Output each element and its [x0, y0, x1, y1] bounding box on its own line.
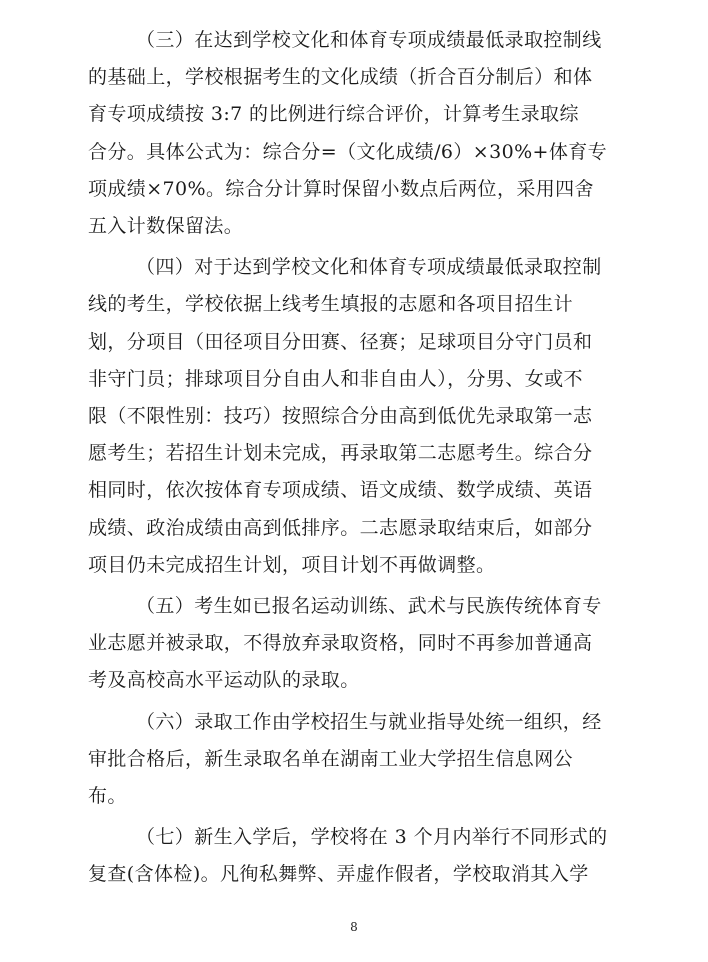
text-line: （七）新生入学后，学校将在 3 个月内举行不同形式的 [136, 826, 608, 849]
text-line: 项成绩×70%。综合分计算时保留小数点后两位，采用四舍 [88, 177, 594, 200]
text-line: 合分。具体公式为：综合分=（文化成绩/6）×30%+体育专 [88, 140, 608, 163]
document-page [88, 22, 620, 898]
paragraph-4 [88, 249, 620, 584]
page-number: 8 [350, 920, 358, 934]
paragraph-7 [88, 819, 620, 893]
text-line: （六）录取工作由学校招生与就业指导处统一组织，经 [136, 710, 602, 733]
text-line: （三）在达到学校文化和体育专项成绩最低录取控制线 [136, 29, 602, 51]
text-line: 非守门员；排球项目分自由人和非自由人），分男、女或不 [88, 367, 583, 390]
text-line: 的基础上，学校根据考生的文化成绩（折合百分制后）和体 [88, 66, 593, 89]
text-line: 五入计数保留法。 [88, 215, 244, 238]
text-line: 育专项成绩按 3:7 的比例进行综合评价，计算考生录取综 [88, 103, 579, 126]
text-line: 限（不限性别：技巧）按照综合分由高到低优先录取第一志 [88, 405, 593, 428]
text-line: 成绩、政治成绩由高到低排序。二志愿录取结束后，如部分 [88, 516, 593, 539]
text-line: 划，分项目（田径项目分田赛、径赛；足球项目分守门员和 [88, 330, 593, 353]
paragraph-6 [88, 704, 620, 816]
text-line: 审批合格后，新生录取名单在湖南工业大学招生信息网公 [88, 747, 574, 770]
text-line: 考及高校高水平运动队的录取。 [88, 669, 360, 692]
text-line: 愿考生；若招生计划未完成，再录取第二志愿考生。综合分 [88, 442, 593, 465]
text-line: 业志愿并被录取，不得放弃录取资格，同时不再参加普通高 [88, 632, 593, 655]
text-line: 相同时，依次按体育专项成绩、语文成绩、数学成绩、英语 [88, 479, 593, 502]
paragraph-3 [88, 22, 620, 245]
text-line: 线的考生，学校依据上线考生填报的志愿和各项目招生计 [88, 293, 574, 316]
text-line: 布。 [88, 785, 127, 808]
paragraph-5 [88, 588, 620, 700]
text-line: （四）对于达到学校文化和体育专项成绩最低录取控制 [136, 256, 602, 279]
text-line: 复查(含体检)。凡徇私舞弊、弄虚作假者，学校取消其入学 [88, 863, 589, 886]
text-line: 项目仍未完成招生计划，项目计划不再做调整。 [88, 553, 496, 576]
text-line: （五）考生如已报名运动训练、武术与民族传统体育专 [136, 595, 602, 618]
